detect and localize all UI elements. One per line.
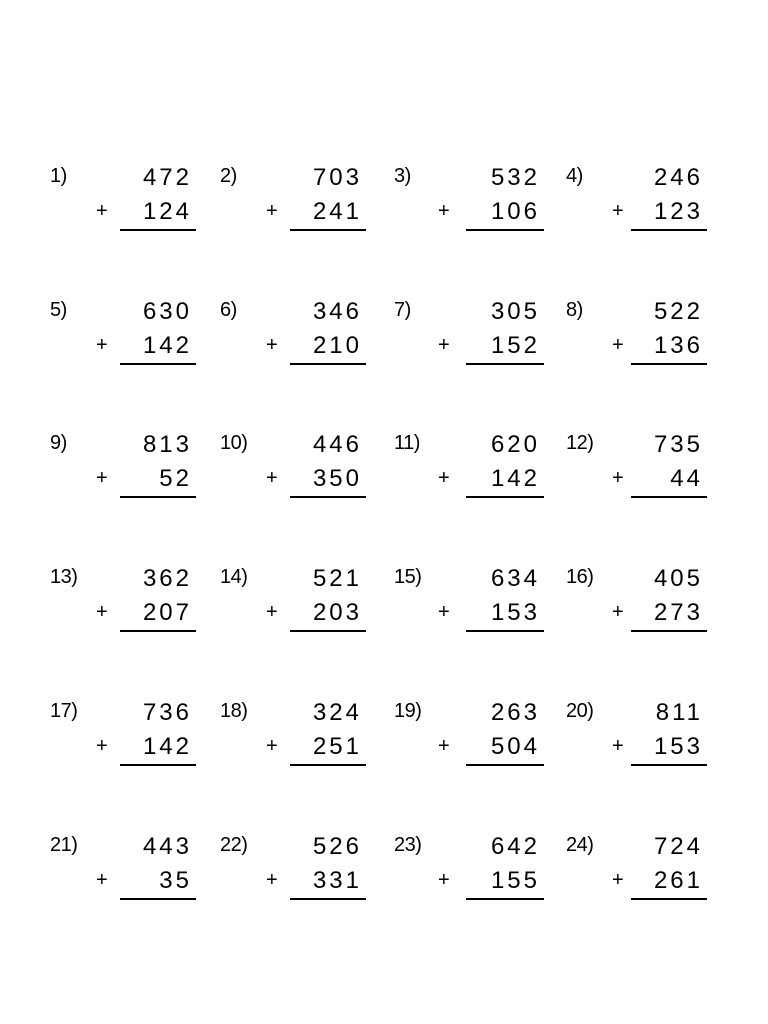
top-addend: 522	[653, 298, 703, 325]
top-addend: 630	[142, 298, 192, 325]
top-addend: 634	[490, 565, 540, 592]
problem-number: 18)	[220, 700, 248, 722]
top-addend: 362	[142, 565, 192, 592]
plus-sign: +	[266, 334, 278, 356]
plus-sign: +	[612, 334, 624, 356]
plus-sign: +	[266, 467, 278, 489]
bottom-addend: 153	[490, 599, 540, 626]
problem-number: 7)	[394, 299, 411, 321]
bottom-addend: 331	[312, 867, 362, 894]
problem-number: 14)	[220, 566, 248, 588]
top-addend: 246	[653, 164, 703, 191]
problem-11	[394, 431, 544, 511]
bottom-addend: 504	[490, 733, 540, 760]
top-addend: 405	[653, 565, 703, 592]
problem-6	[220, 298, 366, 378]
top-addend: 472	[142, 164, 192, 191]
problem-18	[220, 699, 366, 779]
problem-10	[220, 431, 366, 511]
problem-2	[220, 164, 366, 244]
plus-sign: +	[612, 601, 624, 623]
problem-4	[566, 164, 707, 244]
answer-line	[631, 229, 707, 231]
problem-number: 22)	[220, 834, 248, 856]
problem-number: 5)	[50, 299, 67, 321]
bottom-addend: 241	[312, 198, 362, 225]
top-addend: 620	[490, 431, 540, 458]
problem-16	[566, 565, 707, 645]
problem-14	[220, 565, 366, 645]
plus-sign: +	[438, 200, 450, 222]
plus-sign: +	[266, 601, 278, 623]
bottom-addend: 210	[312, 332, 362, 359]
bottom-addend: 124	[142, 198, 192, 225]
problem-9	[50, 431, 196, 511]
answer-line	[631, 764, 707, 766]
problem-13	[50, 565, 196, 645]
plus-sign: +	[612, 467, 624, 489]
problem-24	[566, 833, 707, 913]
top-addend: 642	[490, 833, 540, 860]
top-addend: 724	[653, 833, 703, 860]
problem-number: 4)	[566, 165, 583, 187]
problem-number: 12)	[566, 432, 594, 454]
bottom-addend: 142	[142, 733, 192, 760]
bottom-addend: 142	[490, 465, 540, 492]
answer-line	[290, 764, 366, 766]
answer-line	[290, 898, 366, 900]
problem-number: 10)	[220, 432, 248, 454]
problem-5	[50, 298, 196, 378]
top-addend: 263	[490, 699, 540, 726]
top-addend: 532	[490, 164, 540, 191]
answer-line	[120, 764, 196, 766]
bottom-addend: 203	[312, 599, 362, 626]
answer-line	[120, 898, 196, 900]
plus-sign: +	[96, 467, 108, 489]
plus-sign: +	[438, 735, 450, 757]
problem-22	[220, 833, 366, 913]
bottom-addend: 44	[670, 465, 703, 492]
plus-sign: +	[96, 601, 108, 623]
answer-line	[120, 363, 196, 365]
problem-15	[394, 565, 544, 645]
bottom-addend: 273	[653, 599, 703, 626]
bottom-addend: 261	[653, 867, 703, 894]
plus-sign: +	[438, 334, 450, 356]
answer-line	[466, 898, 544, 900]
answer-line	[631, 630, 707, 632]
answer-line	[120, 229, 196, 231]
plus-sign: +	[438, 869, 450, 891]
top-addend: 305	[490, 298, 540, 325]
answer-line	[466, 363, 544, 365]
answer-line	[290, 363, 366, 365]
problem-12	[566, 431, 707, 511]
bottom-addend: 52	[159, 465, 192, 492]
bottom-addend: 207	[142, 599, 192, 626]
answer-line	[466, 764, 544, 766]
problem-3	[394, 164, 544, 244]
problem-number: 6)	[220, 299, 237, 321]
plus-sign: +	[266, 869, 278, 891]
top-addend: 521	[312, 565, 362, 592]
problem-number: 13)	[50, 566, 78, 588]
answer-line	[120, 496, 196, 498]
answer-line	[290, 229, 366, 231]
bottom-addend: 136	[653, 332, 703, 359]
bottom-addend: 142	[142, 332, 192, 359]
top-addend: 735	[653, 431, 703, 458]
plus-sign: +	[96, 334, 108, 356]
problem-8	[566, 298, 707, 378]
problem-number: 17)	[50, 700, 78, 722]
answer-line	[120, 630, 196, 632]
problem-1	[50, 164, 196, 244]
top-addend: 736	[142, 699, 192, 726]
answer-line	[466, 630, 544, 632]
problem-number: 19)	[394, 700, 422, 722]
plus-sign: +	[266, 200, 278, 222]
plus-sign: +	[96, 869, 108, 891]
bottom-addend: 35	[159, 867, 192, 894]
top-addend: 813	[142, 431, 192, 458]
problem-21	[50, 833, 196, 913]
bottom-addend: 153	[653, 733, 703, 760]
problem-number: 23)	[394, 834, 422, 856]
bottom-addend: 155	[490, 867, 540, 894]
answer-line	[290, 630, 366, 632]
problem-number: 2)	[220, 165, 237, 187]
problem-19	[394, 699, 544, 779]
plus-sign: +	[612, 869, 624, 891]
problem-7	[394, 298, 544, 378]
answer-line	[631, 363, 707, 365]
problem-number: 3)	[394, 165, 411, 187]
problem-number: 24)	[566, 834, 594, 856]
plus-sign: +	[438, 467, 450, 489]
top-addend: 443	[142, 833, 192, 860]
bottom-addend: 106	[490, 198, 540, 225]
plus-sign: +	[612, 200, 624, 222]
problem-number: 20)	[566, 700, 594, 722]
top-addend: 346	[312, 298, 362, 325]
problem-number: 8)	[566, 299, 583, 321]
top-addend: 526	[312, 833, 362, 860]
bottom-addend: 152	[490, 332, 540, 359]
plus-sign: +	[266, 735, 278, 757]
problem-20	[566, 699, 707, 779]
top-addend: 446	[312, 431, 362, 458]
problem-number: 9)	[50, 432, 67, 454]
bottom-addend: 350	[312, 465, 362, 492]
bottom-addend: 251	[312, 733, 362, 760]
answer-line	[466, 229, 544, 231]
plus-sign: +	[612, 735, 624, 757]
problem-number: 21)	[50, 834, 78, 856]
problem-number: 11)	[394, 432, 420, 454]
bottom-addend: 123	[653, 198, 703, 225]
problem-number: 1)	[50, 165, 67, 187]
plus-sign: +	[96, 200, 108, 222]
answer-line	[631, 898, 707, 900]
problem-number: 16)	[566, 566, 594, 588]
problem-number: 15)	[394, 566, 422, 588]
top-addend: 811	[655, 699, 703, 726]
answer-line	[466, 496, 544, 498]
top-addend: 324	[312, 699, 362, 726]
problem-23	[394, 833, 544, 913]
answer-line	[290, 496, 366, 498]
answer-line	[631, 496, 707, 498]
plus-sign: +	[96, 735, 108, 757]
top-addend: 703	[312, 164, 362, 191]
problem-17	[50, 699, 196, 779]
plus-sign: +	[438, 601, 450, 623]
